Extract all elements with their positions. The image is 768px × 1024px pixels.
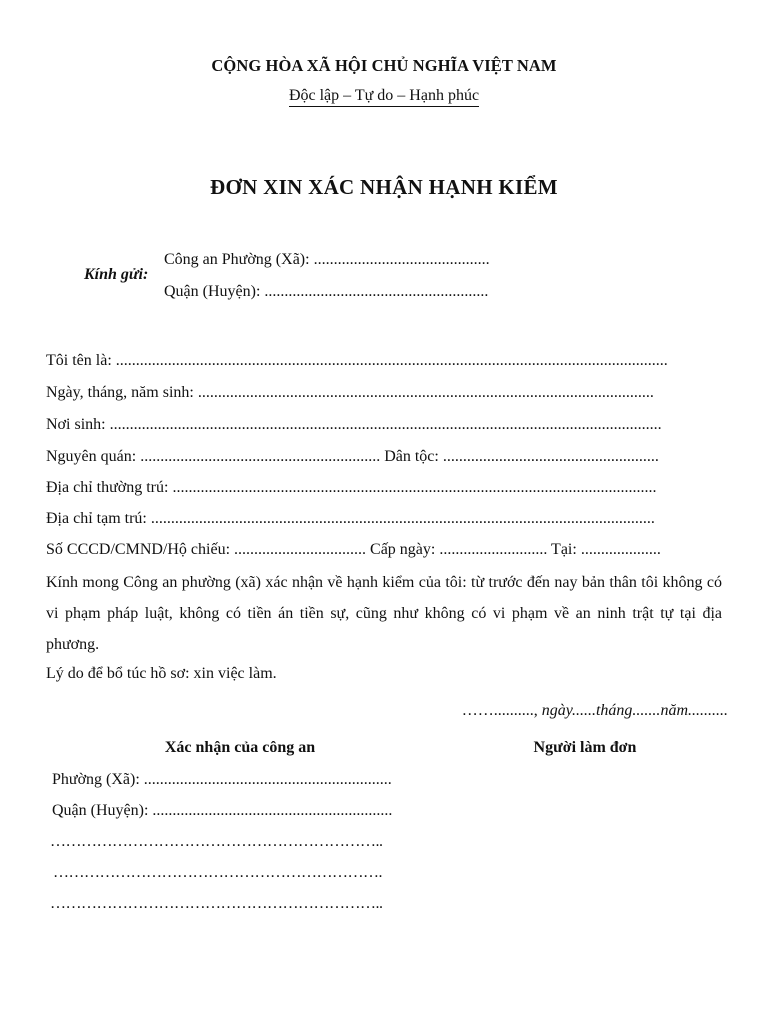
field-hometown-ethnicity: Nguyên quán: ............................................................ Dân tộc: ...................................................... <box>46 448 659 465</box>
recipient-district-line: Quận (Huyện): ........................................................ <box>164 283 489 300</box>
request-paragraph: Kính mong Công an phường (xã) xác nhận về hạnh kiểm của tôi: từ trước đến nay bản thân tôi không có vi phạm pháp luật, không có tiền án tiền sự, cũng như không có vi phạm về an ninh trật tự tại địa phương. <box>46 574 722 653</box>
applicant-signature-title: Người làm đơn <box>533 739 637 756</box>
blank-line: ……………………………………………………….. <box>50 833 383 850</box>
document-title: ĐƠN XIN XÁC NHẬN HẠNH KIỂM <box>210 175 558 199</box>
date-month: tháng....... <box>595 702 661 719</box>
field-birthplace: Nơi sinh: .......................................................................................................................................... <box>46 416 662 433</box>
date-line <box>462 702 728 720</box>
blank-line: ………………………………………………………. <box>53 864 382 881</box>
blank-line: ……………………………………………………….. <box>50 895 383 912</box>
field-date-of-birth: Ngày, tháng, năm sinh: .................................................................................................................. <box>46 384 654 401</box>
recipient-ward-line: Công an Phường (Xã): ............................................ <box>164 251 490 268</box>
motto: Độc lập – Tự do – Hạnh phúc <box>289 87 479 107</box>
date-place: …….........., <box>461 702 538 719</box>
police-confirmation-title: Xác nhận của công an <box>164 739 316 756</box>
police-district-line: Quận (Huyện): ............................................................ <box>52 802 393 819</box>
national-title: CỘNG HÒA XÃ HỘI CHỦ NGHĨA VIỆT NAM <box>211 56 557 75</box>
date-day: ngày...... <box>537 702 596 719</box>
field-permanent-address: Địa chỉ thường trú: ......................................................................................................................... <box>46 479 657 496</box>
date-year: năm.......... <box>660 702 728 719</box>
recipient-label: Kính gửi: <box>84 266 149 283</box>
field-temporary-address: Địa chỉ tạm trú: .............................................................................................................................. <box>46 510 655 527</box>
police-ward-line: Phường (Xã): .............................................................. <box>52 771 392 788</box>
field-name: Tôi tên là: .......................................................................................................................................... <box>46 352 668 369</box>
reason-line: Lý do để bổ túc hồ sơ: xin việc làm. <box>46 665 277 682</box>
motto-line <box>0 87 768 107</box>
field-id-number: Số CCCD/CMND/Hộ chiếu: ................................. Cấp ngày: ........................... Tại: .................... <box>46 541 661 558</box>
